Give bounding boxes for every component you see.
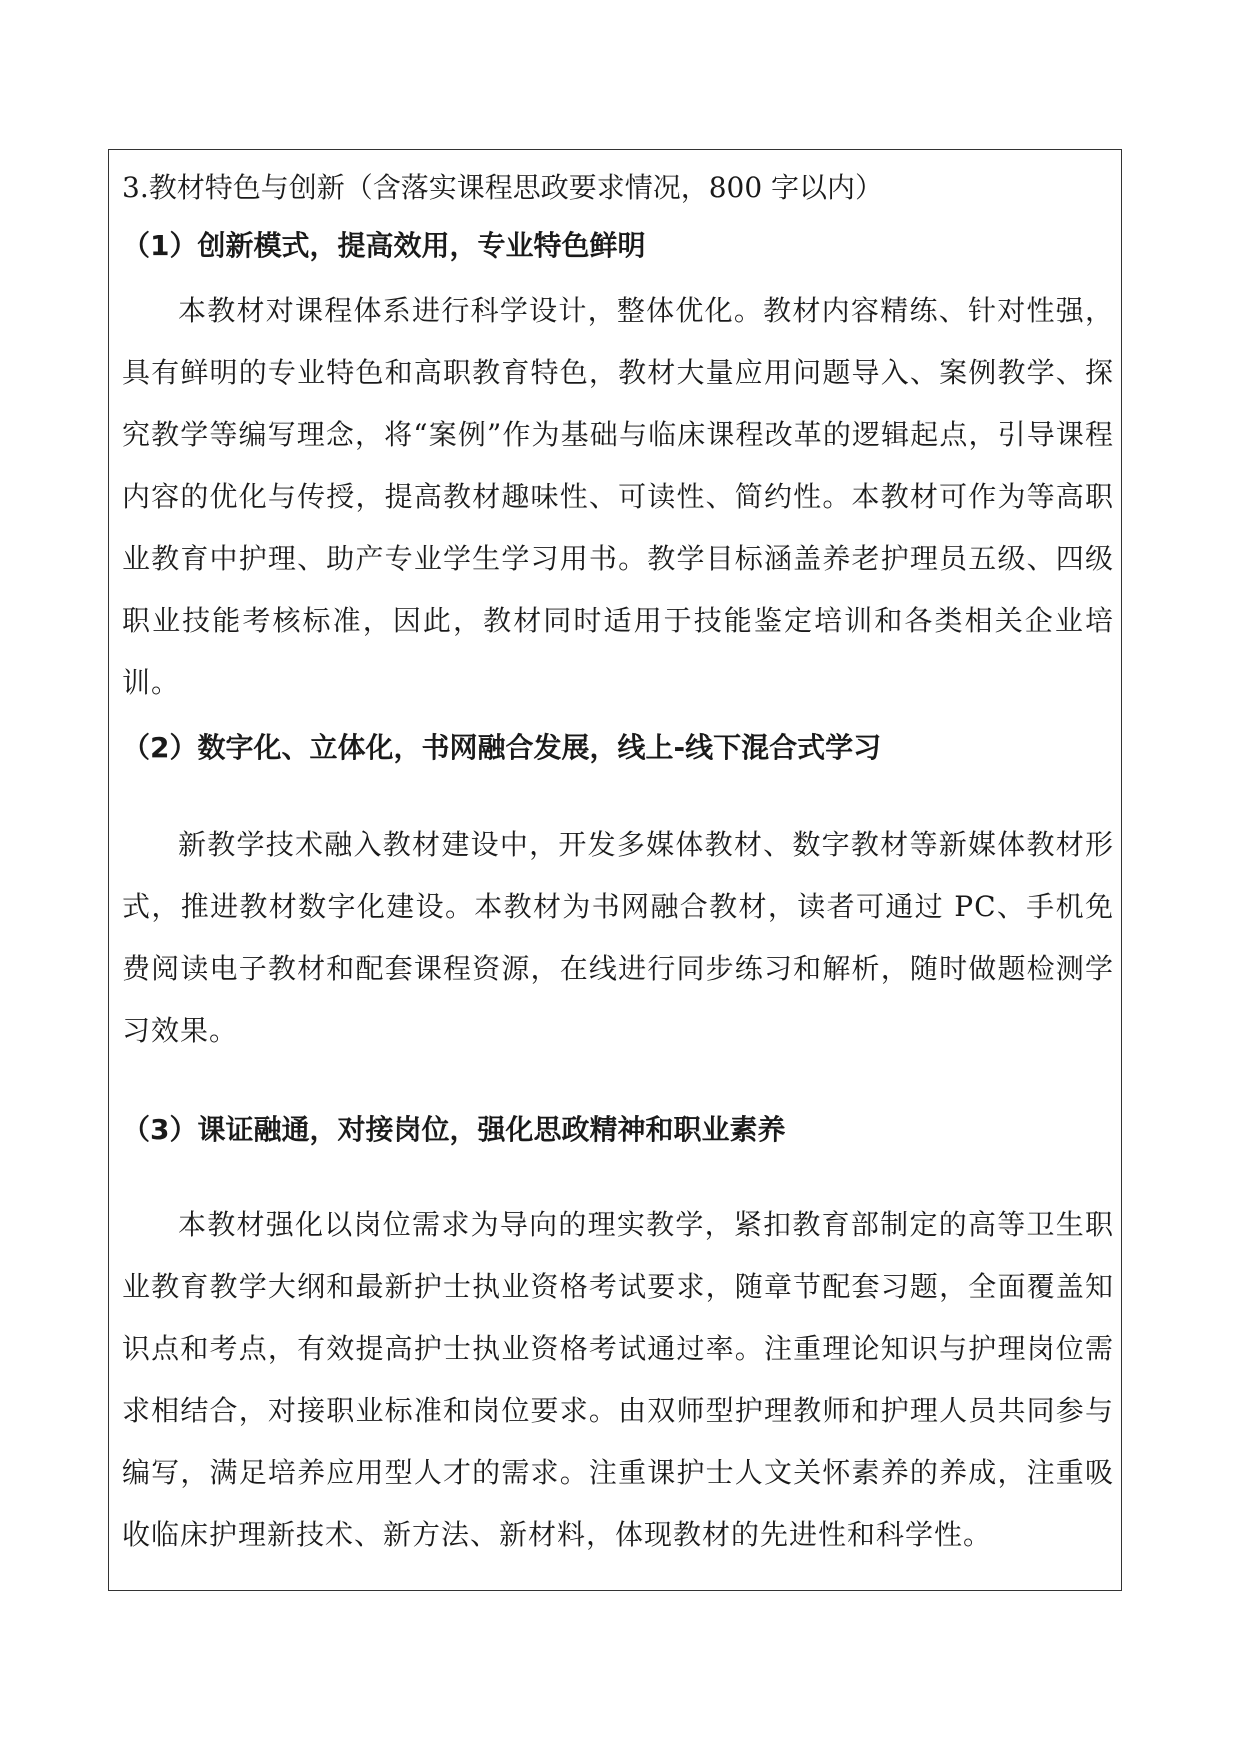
section-heading: 3.教材特色与创新（含落实课程思政要求情况，800 字以内） [122, 171, 884, 204]
subsection-body-3: 本教材强化以岗位需求为导向的理实教学，紧扣教育部制定的高等卫生职业教育教学大纲和最新护士执业资格考试要求，随章节配套习题，全面覆盖知识点和考点，有效提高护士执业资格考试通过率。注重理论知识与护理岗位需求相结合，对接职业标准和岗位要求。由双师型护理教师和护理人员共同参与编写，满足培养应用型人才的需求。注重课护士人文关怀素养的养成，注重吸收临床护理新技术、新方法、新材料，体现教材的先进性和科学性。 [122, 1208, 1114, 1551]
subsection-title-3: （3）课证融通，对接岗位，强化思政精神和职业素养 [122, 1113, 786, 1146]
subsection-title-1: （1）创新模式，提高效用，专业特色鲜明 [122, 229, 646, 262]
subsection-body-1: 本教材对课程体系进行科学设计，整体优化。教材内容精练、针对性强，具有鲜明的专业特色和高职教育特色，教材大量应用问题导入、案例教学、探究教学等编写理念，将“案例”作为基础与临床课程改革的逻辑起点，引导课程内容的优化与传授，提高教材趣味性、可读性、简约性。本教材可作为等高职业教育中护理、助产专业学生学习用书。教学目标涵盖养老护理员五级、四级职业技能考核标准，因此，教材同时适用于技能鉴定培训和各类相关企业培训。 [122, 294, 1114, 699]
subsection-title-2: （2）数字化、立体化，书网融合发展，线上-线下混合式学习 [122, 731, 882, 764]
document-content [122, 160, 1114, 1566]
subsection-body-2: 新教学技术融入教材建设中，开发多媒体教材、数字教材等新媒体教材形式，推进教材数字化建设。本教材为书网融合教材，读者可通过 PC、手机免费阅读电子教材和配套课程资源，在线进行同步练习和解析，随时做题检测学习效果。 [122, 828, 1114, 1047]
